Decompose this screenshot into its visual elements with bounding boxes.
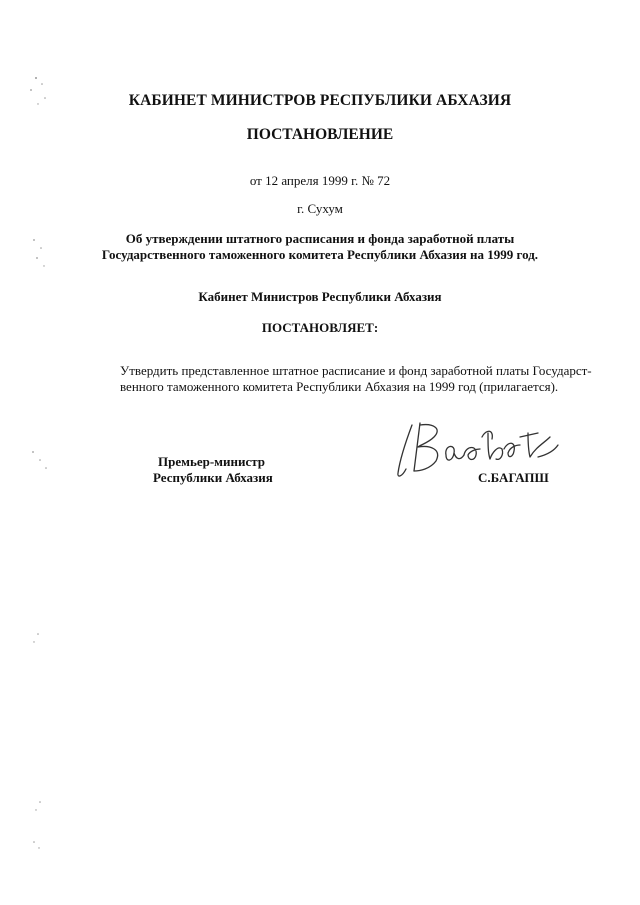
decides-heading: ПОСТАНОВЛЯЕТ: (261, 320, 379, 335)
signatory-title-line-2: Республики Абхазия (153, 470, 273, 485)
subject-line-1: Об утверждении штатного расписания и фонда заработной платы (125, 231, 515, 246)
document-type-heading: ПОСТАНОВЛЕНИЕ (246, 126, 394, 143)
body-text-line-2: венного таможенного комитета Республики Абхазия на 1999 год (прилагается). (120, 379, 559, 394)
organization-heading: КАБИНЕТ МИНИСТРОВ РЕСПУБЛИКИ АБХАЗИЯ (128, 92, 512, 109)
signatory-name: С.БАГАПШ (478, 470, 549, 485)
signatory-title-line-1: Премьер-министр (158, 454, 266, 469)
issuer: Кабинет Министров Республики Абхазия (198, 289, 442, 304)
body-text-line-1: Утвердить представленное штатное расписание и фонд заработной платы Государст- (120, 363, 592, 378)
subject-line-2: Государственного таможенного комитета Республики Абхазия на 1999 год. (101, 247, 539, 262)
city: г. Сухум (297, 201, 343, 216)
date-and-number: от 12 апреля 1999 г. № 72 (249, 173, 391, 188)
